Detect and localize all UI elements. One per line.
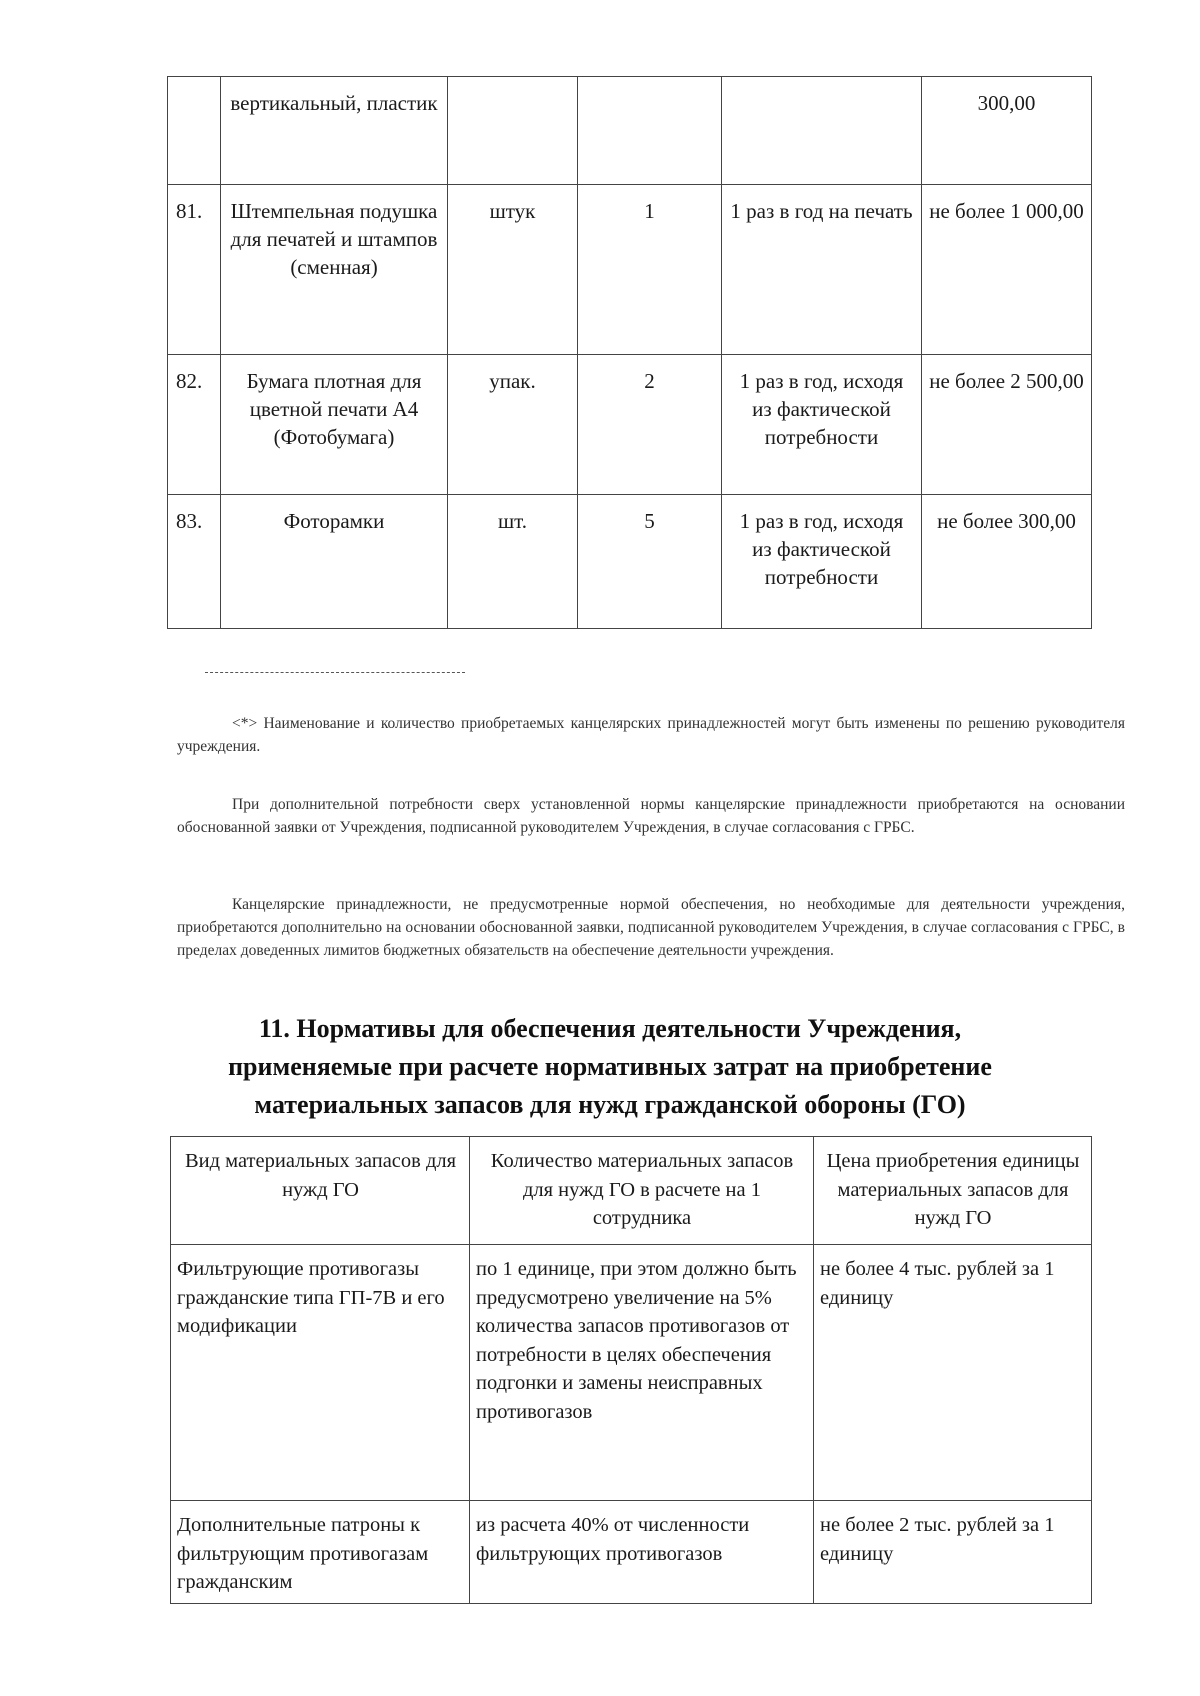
item-price: 300,00	[922, 77, 1092, 185]
item-unit	[448, 77, 578, 185]
table-row	[168, 495, 1092, 629]
table-row	[168, 355, 1092, 495]
row-number: 83.	[168, 495, 221, 629]
item-period: 1 раз в год на печать	[722, 185, 922, 355]
section-title-line: применяемые при расчете нормативных затрат на приобретение	[228, 1052, 992, 1081]
item-price: не более 300,00	[922, 495, 1092, 629]
item-price: не более 1 000,00	[922, 185, 1092, 355]
table-row	[171, 1245, 1092, 1501]
item-unit: упак.	[448, 355, 578, 495]
row-number: 82.	[168, 355, 221, 495]
item-period: 1 раз в год, исходя из фактической потребности	[722, 495, 922, 629]
column-header: Цена приобретения единицы материальных запасов для нужд ГО	[814, 1137, 1092, 1245]
item-period: 1 раз в год, исходя из фактической потребности	[722, 355, 922, 495]
section-title	[170, 1010, 1050, 1124]
item-unit: штук	[448, 185, 578, 355]
footnote-note: <*> Наименование и количество приобретаемых канцелярских принадлежностей могут быть изменены по решению руководителя учреждения.	[177, 715, 1125, 755]
item-name: Фоторамки	[221, 495, 448, 629]
section-title-line: материальных запасов для нужд гражданской обороны (ГО)	[254, 1090, 966, 1119]
item-name: Бумага плотная для цветной печати А4 (Фотобумага)	[221, 355, 448, 495]
item-quantity	[578, 77, 722, 185]
column-header: Вид материальных запасов для нужд ГО	[171, 1137, 470, 1245]
item-quantity: 1	[578, 185, 722, 355]
civil-defense-table	[170, 1136, 1092, 1604]
footnote-separator	[205, 672, 465, 673]
row-number	[168, 77, 221, 185]
material-quantity: по 1 единице, при этом должно быть предусмотрено увеличение на 5% количества запасов противогазов от потребности в целях обеспечения подгонки и замены неисправных противогазов	[470, 1245, 814, 1501]
item-name: Штемпельная подушка для печатей и штампов (сменная)	[221, 185, 448, 355]
table-row	[168, 77, 1092, 185]
unlisted-supplies-note: Канцелярские принадлежности, не предусмотренные нормой обеспечения, но необходимые для деятельности учреждения, приобретаются дополнительно на основании обоснованной заявки, подписанной руководителем Учреждения, в случае согласования с ГРБС, в пределах доведенных лимитов бюджетных обязательств на обеспечение деятельности учреждения.	[177, 896, 1125, 959]
table-row	[168, 185, 1092, 355]
item-price: не более 2 500,00	[922, 355, 1092, 495]
item-quantity: 5	[578, 495, 722, 629]
item-unit: шт.	[448, 495, 578, 629]
material-price: не более 4 тыс. рублей за 1 единицу	[814, 1245, 1092, 1501]
item-name: вертикальный, пластик	[221, 77, 448, 185]
table-row	[171, 1501, 1092, 1604]
table-header-row	[171, 1137, 1092, 1245]
additional-need-note: При дополнительной потребности сверх установленной нормы канцелярские принадлежности приобретаются на основании обоснованной заявки от Учреждения, подписанной руководителем Учреждения, в случае согласования с ГРБС.	[177, 796, 1125, 836]
material-quantity: из расчета 40% от численности фильтрующих противогазов	[470, 1501, 814, 1604]
material-price: не более 2 тыс. рублей за 1 единицу	[814, 1501, 1092, 1604]
item-period	[722, 77, 922, 185]
material-type: Дополнительные патроны к фильтрующим противогазам гражданским	[171, 1501, 470, 1604]
row-number: 81.	[168, 185, 221, 355]
column-header: Количество материальных запасов для нужд ГО в расчете на 1 сотрудника	[470, 1137, 814, 1245]
supplies-table	[167, 76, 1092, 629]
material-type: Фильтрующие противогазы гражданские типа ГП-7В и его модификации	[171, 1245, 470, 1501]
section-title-line: 11. Нормативы для обеспечения деятельности Учреждения,	[258, 1014, 962, 1043]
item-quantity: 2	[578, 355, 722, 495]
